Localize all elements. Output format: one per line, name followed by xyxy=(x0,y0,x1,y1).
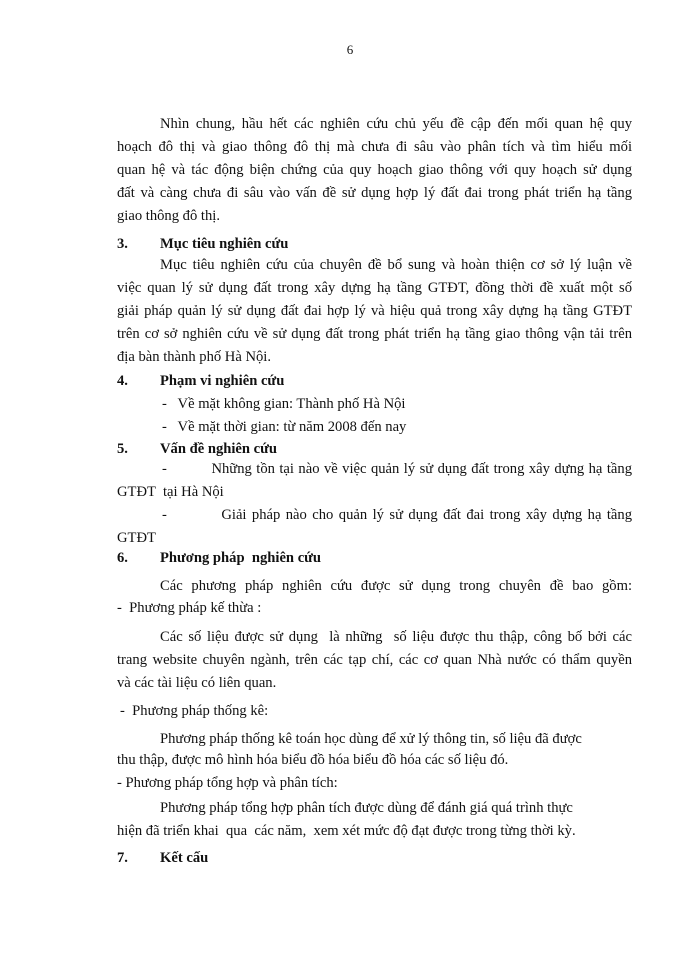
section-5-question-1: - Những tồn tại nào về việc quản lý sử dụng đất trong xây dựng hạ tầng xyxy=(162,461,632,477)
section-6-intro: Các phương pháp nghiên cứu được sử dụng trong chuyên đề bao gồm: xyxy=(160,578,632,594)
section-6-heading: Phương pháp nghiên cứu xyxy=(160,550,322,566)
section-4-heading: Phạm vi nghiên cứu xyxy=(160,373,285,389)
method-2-line-1: Phương pháp thống kê toán học dùng để xử lý thông tin, số liệu đã được xyxy=(160,731,582,747)
section-5-question-1-cont: GTĐT tại Hà Nội xyxy=(117,484,224,500)
method-1-line-3: và các tài liệu có liên quan. xyxy=(117,675,277,691)
method-2-title: - Phương pháp thống kê: xyxy=(120,703,269,719)
intro-line-4: đất và càng chưa đi sâu vào vấn đề sử dụng hợp lý đất đai trong phát triển hạ tầng xyxy=(117,185,632,201)
section-5-question-2-cont: GTĐT xyxy=(117,530,156,546)
method-3-line-2: hiện đã triển khai qua các năm, xem xét mức độ đạt được trong từng thời kỳ. xyxy=(117,823,576,839)
intro-line-5: giao thông đô thị. xyxy=(117,208,220,224)
section-3-line-5: địa bàn thành phố Hà Nội. xyxy=(117,349,272,365)
method-1-line-1: Các số liệu được sử dụng là những số liệu được thu thập, công bố bởi các xyxy=(160,629,632,645)
section-7-heading: Kết cấu xyxy=(160,850,209,866)
section-5-number: 5. xyxy=(117,441,128,457)
intro-line-1: Nhìn chung, hầu hết các nghiên cứu chủ yếu đề cập đến mối quan hệ quy xyxy=(160,116,632,132)
section-3-line-1: Mục tiêu nghiên cứu của chuyên đề bổ sung và hoàn thiện cơ sở lý luận về xyxy=(160,257,632,273)
section-3-heading: Mục tiêu nghiên cứu xyxy=(160,236,289,252)
method-1-line-2: trang website chuyên ngành, trên các tạp chí, các cơ quan Nhà nước có thẩm quyền xyxy=(117,652,632,668)
section-5-heading: Vấn đề nghiên cứu xyxy=(160,441,278,457)
method-3-line-1: Phương pháp tổng hợp phân tích được dùng để đánh giá quá trình thực xyxy=(160,800,573,816)
page-number: 6 xyxy=(346,42,354,57)
section-3-line-2: việc quan lý sử dụng đất trong xây dựng hạ tầng GTĐT, đồng thời đề xuất một số xyxy=(117,280,632,296)
section-3-line-3: giải pháp quản lý sử dụng đất đai hợp lý và hiệu quả trong xây dựng hạ tầng GTĐT xyxy=(117,303,632,319)
section-5-question-2: - Giải pháp nào cho quản lý sử dụng đất đai trong xây dựng hạ tầng xyxy=(162,507,632,523)
section-3-number: 3. xyxy=(117,236,128,252)
section-4-number: 4. xyxy=(117,373,128,389)
method-2-line-2: thu thập, được mô hình hóa biểu đồ hóa biểu đồ hóa các số liệu đó. xyxy=(117,752,509,768)
intro-line-3: quan hệ và tác động biện chứng của quy hoạch giao thông với quy hoạch sử dụng xyxy=(117,162,632,178)
section-4-item-1: - Về mặt không gian: Thành phố Hà Nội xyxy=(162,396,406,412)
method-1-title: - Phương pháp kế thừa : xyxy=(117,600,262,616)
section-3-line-4: trên cơ sở nghiên cứu về sử dụng đất trong phát triển hạ tầng giao thông vận tải trên xyxy=(117,326,632,342)
method-3-title: - Phương pháp tổng hợp và phân tích: xyxy=(117,775,338,791)
intro-line-2: hoạch đô thị và giao thông đô thị mà chưa đi sâu vào phân tích và tìm hiểu mối xyxy=(117,139,632,155)
section-7-number: 7. xyxy=(117,850,128,866)
section-4-item-2: - Về mặt thời gian: từ năm 2008 đến nay xyxy=(162,419,407,435)
section-6-number: 6. xyxy=(117,550,128,566)
